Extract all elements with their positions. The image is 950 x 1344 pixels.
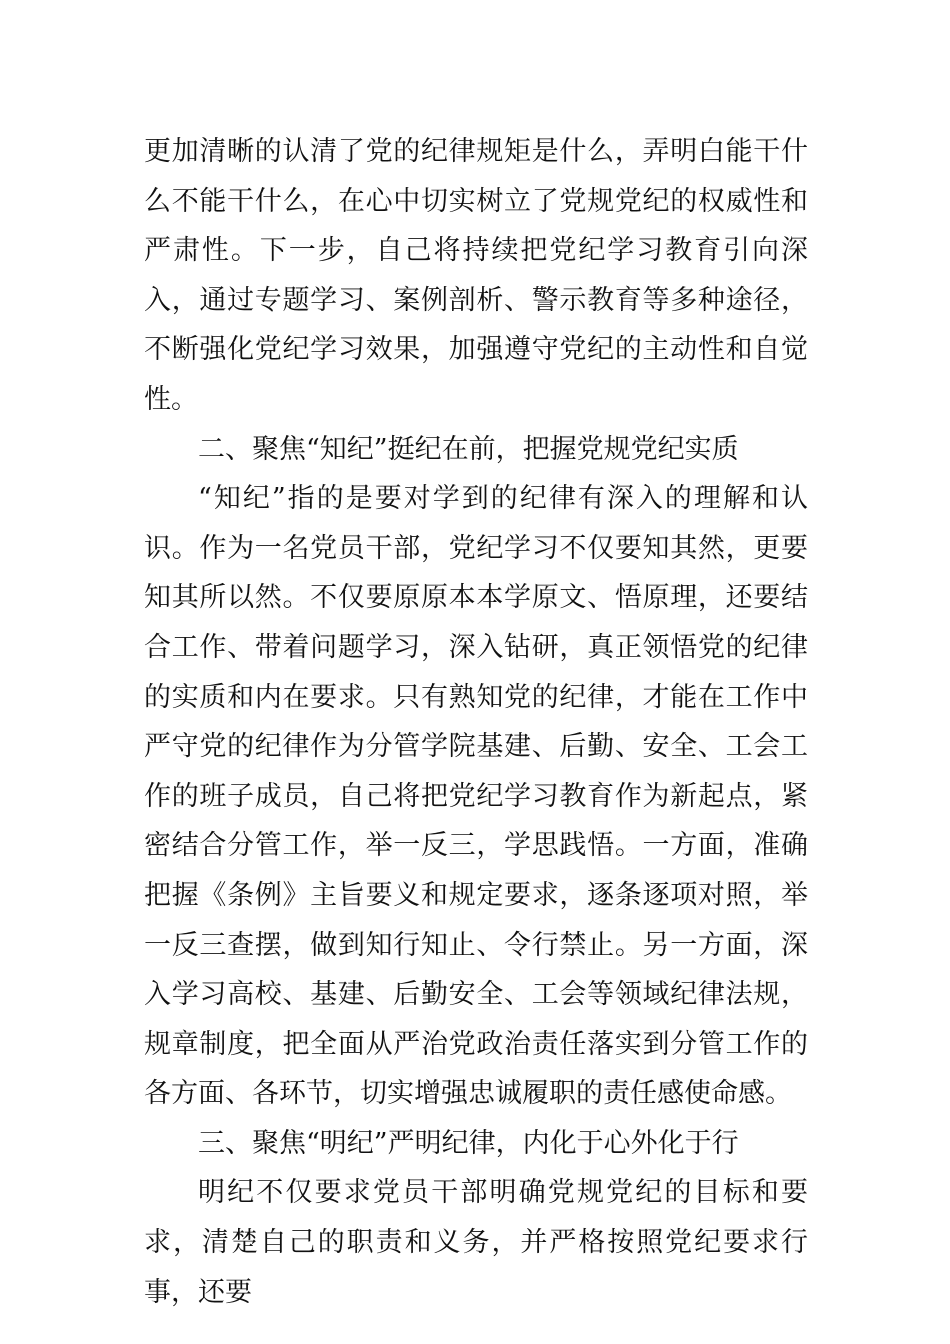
paragraph-mingji: 明纪不仅要求党员干部明确党规党纪的目标和要求，清楚自己的职责和义务，并严格按照党纪要求行事，还要 <box>144 1177 808 1308</box>
document-body <box>144 127 808 1317</box>
paragraph-zhiji: “知纪”指的是要对学到的纪律有深入的理解和认识。作为一名党员干部，党纪学习不仅要知其然，更要知其所以然。不仅要原原本本学原文、悟原理，还要结合工作、带着问题学习，深入钻研，真正领悟党的纪律的实质和内在要求。只有熟知党的纪律，才能在工作中严守党的纪律作为分管学院基建、后勤、安全、工会工作的班子成员，自己将把党纪学习教育作为新起点，紧密结合分管工作，举一反三，学思践悟。一方面，准确把握《条例》主旨要义和规定要求，逐条逐项对照，举一反三查摆，做到知行知止、令行禁止。另一方面，深入学习高校、基建、后勤安全、工会等领域纪律法规，规章制度，把全面从严治党政治责任落实到分管工作的各方面、各环节，切实增强忠诚履职的责任感使命感。 <box>144 483 808 1110</box>
paragraph-continuation: 更加清晰的认清了党的纪律规矩是什么，弄明白能干什么不能干什么，在心中切实树立了党规党纪的权威性和严肃性。下一步，自己将持续把党纪学习教育引向深入，通过专题学习、案例剖析、警示教育等多种途径，不断强化党纪学习效果，加强遵守党纪的主动性和自觉性。 <box>144 136 808 415</box>
section-heading-three: 三、聚焦“明纪”严明纪律，内化于心外化于行 <box>198 1127 739 1159</box>
section-heading-two: 二、聚焦“知纪”挺纪在前，把握党规党纪实质 <box>198 433 739 465</box>
